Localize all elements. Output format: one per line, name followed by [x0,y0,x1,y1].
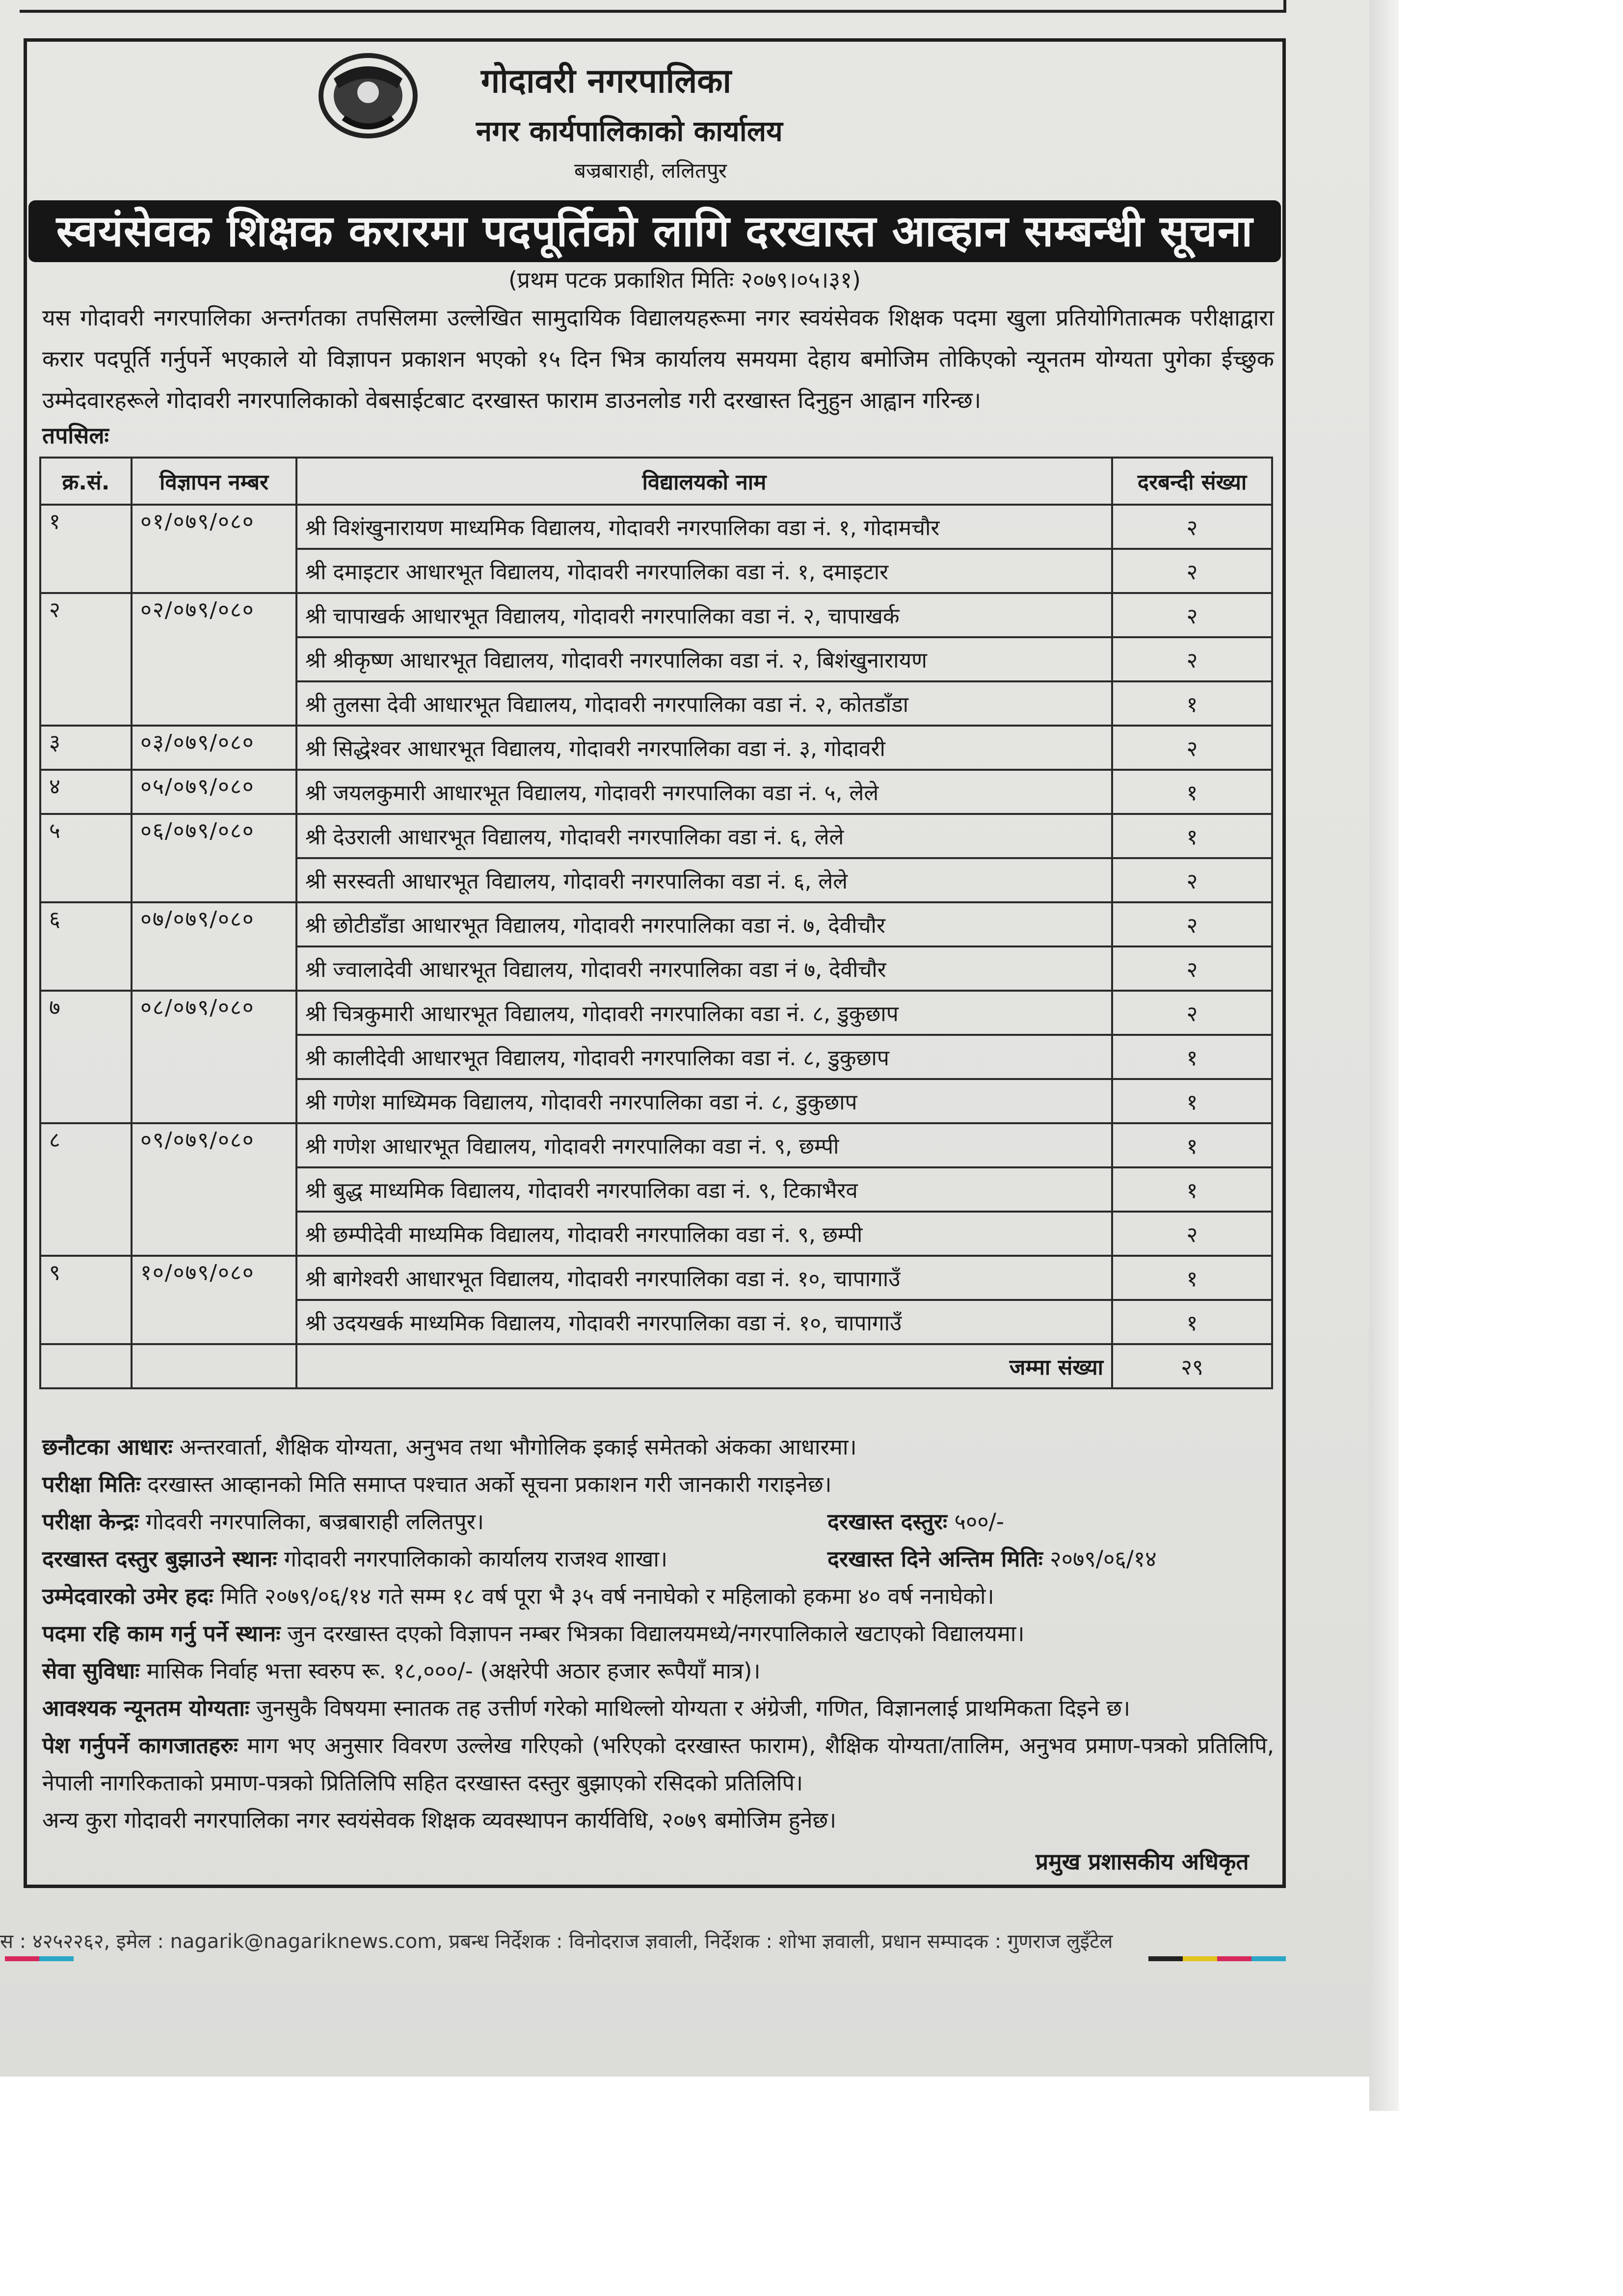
office-address: बज्रबाराही, ललितपुर [574,159,727,183]
school-name-cell: श्री छोटीडाँडा आधारभूत विद्यालय, गोदावरी नगरपालिका वडा नं. ७, देवीचौर [296,902,1112,946]
note-text: दरखास्त आव्हानको मिति समाप्त पश्चात अर्को सूचना प्रकाशन गरी जानकारी गराइनेछ। [140,1471,832,1497]
notice-title: स्वयंसेवक शिक्षक करारमा पदपूर्तिको लागि दरखास्त आव्हान सम्बन्धी सूचना [28,200,1281,262]
ad-number-cell: ०१/०७९/०८० [132,505,296,593]
print-mark [1183,1956,1217,1961]
post-count-cell: २ [1112,637,1272,681]
post-count-cell: २ [1112,593,1272,637]
school-name-cell: श्री ज्वालादेवी आधारभूत विद्यालय, गोदावरी नगरपालिका वडा नं ७, देवीचौर [296,946,1112,991]
table-row [40,991,1272,1035]
post-count-cell: १ [1112,1123,1272,1167]
school-name-cell: श्री कालीदेवी आधारभूत विद्यालय, गोदावरी नगरपालिका वडा नं. ८, डुकुछाप [296,1035,1112,1079]
school-name-cell: श्री विशंखुनारायण माध्यमिक विद्यालय, गोदावरी नगरपालिका वडा नं. १, गोदामचौर [296,505,1112,549]
table-row [40,1256,1272,1300]
serial-cell: २ [40,593,132,726]
school-name-cell: श्री छम्पीदेवी माध्यमिक विद्यालय, गोदावरी नगरपालिका वडा नं. ९, छम्पी [296,1212,1112,1256]
ad-number-cell: ०८/०७९/०८० [132,991,296,1123]
post-count-cell: १ [1112,770,1272,814]
print-mark [1148,1956,1183,1961]
total-label: जम्मा संख्या [296,1344,1112,1388]
note-exam-date [42,1466,1274,1503]
ad-number-cell: ०२/०७९/०८० [132,593,296,726]
note-text: जुन दरखास्त दएको विज्ञापन नम्बर भित्रका विद्यालयमध्ये/नगरपालिकाले खटाएको विद्यालयमा। [280,1621,1025,1647]
note-selection [42,1429,1274,1466]
note-fee [827,1503,1004,1540]
table-header-row [40,458,1272,505]
note-label: पदमा रहि काम गर्नु पर्ने स्थानः [42,1621,281,1647]
note-row [42,1503,1274,1540]
note-age-limit [42,1578,1274,1615]
school-name-cell: श्री सरस्वती आधारभूत विद्यालय, गोदावरी नगरपालिका वडा नं. ६, लेले [296,858,1112,902]
note-facility [42,1652,1274,1690]
serial-cell: ८ [40,1123,132,1256]
top-rule-corner [1283,0,1286,13]
publication-date: (प्रथम पटक प्रकाशित मितिः २०७९।०५।३१) [508,267,861,293]
note-exam-center [42,1503,827,1540]
note-label: उम्मेदवारको उमेर हदः [42,1583,213,1609]
serial-cell: ६ [40,902,132,991]
post-count-cell: २ [1112,1212,1272,1256]
header-school-name: विद्यालयको नाम [296,458,1112,505]
post-count-cell: १ [1112,681,1272,726]
municipality-name: गोदावरी नगरपालिका [481,62,732,101]
notice-notes [42,1429,1274,1839]
post-count-cell: २ [1112,946,1272,991]
school-name-cell: श्री उदयखर्क माध्यमिक विद्यालय, गोदावरी नगरपालिका वडा नं. १०, चापागाउँ [296,1300,1112,1344]
intro-paragraph: यस गोदावरी नगरपालिका अन्तर्गतका तपसिलमा उल्लेखित सामुदायिक विद्यालयहरूमा नगर स्वयंसेवक शिक्षक पदमा खुला प्रतियोगितात्मक परीक्षाद्वारा करार पदपूर्ति गर्नुपर्ने भएकाले यो विज्ञापन प्रकाशन भएको १५ दिन भित्र कार्यालय समयमा देहाय बमोजिम तोकिएको न्यूनतम योग्यता पुगेका ईच्छुक उम्मेदवारहरूले गोदावरी नगरपालिकाको वेबसाईटबाट दरखास्त फाराम डाउनलोड गरी दरखास्त दिनुहुन आह्वान गरिन्छ। [42,304,1274,413]
post-count-cell: १ [1112,1256,1272,1300]
serial-cell: ७ [40,991,132,1123]
table-row [40,770,1272,814]
post-count-cell: २ [1112,858,1272,902]
note-label: दरखास्त दस्तुर बुझाउने स्थानः [42,1546,277,1572]
school-name-cell: श्री तुलसा देवी आधारभूत विद्यालय, गोदावरी नगरपालिका वडा नं. २, कोतडाँडा [296,681,1112,726]
school-name-cell: श्री गणेश माध्यिमक विद्यालय, गोदावरी नगरपालिका वडा नं. ८, डुकुछाप [296,1079,1112,1123]
note-text: मासिक निर्वाह भत्ता स्वरुप रू. १८,०००/- (अक्षरेपी अठार हजार रूपैयाँ मात्र)। [139,1658,761,1684]
note-text: ५००/- [947,1509,1005,1535]
header-ad-number: विज्ञापन नम्बर [132,458,296,505]
signatory-title: प्रमुख प्रशासकीय अधिकृत [1036,1848,1249,1875]
serial-cell: ३ [40,726,132,770]
ad-number-cell: ०३/०७९/०८० [132,726,296,770]
total-empty-cell [132,1344,296,1388]
header-serial: क्र.सं. [40,458,132,505]
school-name-cell: श्री गणेश आधारभूत विद्यालय, गोदावरी नगरपालिका वडा नं. ९, छम्पी [296,1123,1112,1167]
table-row [40,505,1272,549]
note-text: गोदवरी नगरपालिका, बज्रबाराही ललितपुर। [138,1509,484,1535]
post-count-cell: २ [1112,726,1272,770]
serial-cell: १ [40,505,132,593]
note-deadline [827,1540,1157,1578]
post-count-cell: २ [1112,902,1272,946]
note-documents [42,1727,1274,1802]
post-count-cell: १ [1112,1300,1272,1344]
note-label: छनौटका आधारः [42,1434,173,1460]
school-name-cell: श्री चित्रकुमारी आधारभूत विद्यालय, गोदावरी नगरपालिका वडा नं. ८, डुकुछाप [296,991,1112,1035]
note-text: मिति २०७९/०६/१४ गते सम्म १८ वर्ष पूरा भै ३५ वर्ष ननाघेको र महिलाको हकमा ४० वर्ष ननाघेको। [213,1583,994,1609]
note-fee-place [42,1540,827,1578]
print-mark [1217,1956,1251,1961]
paper-edge [1369,0,1399,2111]
school-name-cell: श्री जयलकुमारी आधारभूत विद्यालय, गोदावरी नगरपालिका वडा नं. ५, लेले [296,770,1112,814]
vacancy-table [39,457,1273,1389]
post-count-cell: २ [1112,505,1272,549]
note-label: दरखास्त दस्तुरः [827,1509,948,1535]
office-name: नगर कार्यपालिकाको कार्यालय [476,114,783,148]
note-workplace [42,1615,1274,1652]
serial-cell: ४ [40,770,132,814]
post-count-cell: १ [1112,814,1272,858]
note-text: जुनसुकै विषयमा स्नातक तह उत्तीर्ण गरेको माथिल्लो योग्यता र अंग्रेजी, गणित, विज्ञानलाई प्राथमिकता दिइने छ। [249,1695,1130,1721]
serial-cell: ५ [40,814,132,902]
note-label: परीक्षा मितिः [42,1471,141,1497]
note-label: दरखास्त दिने अन्तिम मितिः [827,1546,1043,1572]
school-name-cell: श्री बागेश्वरी आधारभूत विद्यालय, गोदावरी नगरपालिका वडा नं. १०, चापागाउँ [296,1256,1112,1300]
note-qualification [42,1690,1274,1727]
note-text: २०७९/०६/१४ [1042,1546,1157,1572]
note-text: अन्तरवार्ता, शैक्षिक योग्यता, अनुभव तथा भौगोलिक इकाई समेतको अंकका आधारमा। [172,1434,857,1460]
ad-number-cell: ०७/०७९/०८० [132,902,296,991]
note-label: पेश गर्नुपर्ने कागजातहरुः [42,1732,238,1758]
newspaper-footer: स : ४२५२२६२, इमेल : nagarik@nagariknews.com, प्रबन्ध निर्देशक : विनोदराज ज्ञवाली, निर्देशक : शोभा ज्ञवाली, प्रधान सम्पादक : गुणराज लुइँटेल [0,1930,1113,1953]
note-text: गोदावरी नगरपालिकाको कार्यालय राजश्व शाखा। [277,1546,668,1572]
post-count-cell: १ [1112,1035,1272,1079]
school-name-cell: श्री सिद्धेश्वर आधारभूत विद्यालय, गोदावरी नगरपालिका वडा नं. ३, गोदावरी [296,726,1112,770]
note-other: अन्य कुरा गोदावरी नगरपालिका नगर स्वयंसेवक शिक्षक व्यवस्थापन कार्यविधि, २०७९ बमोजिम हुनेछ। [42,1807,837,1833]
ad-number-cell: १०/०७९/०८० [132,1256,296,1344]
top-rule [20,10,1286,13]
ad-number-cell: ०५/०७९/०८० [132,770,296,814]
school-name-cell: श्री देउराली आधारभूत विद्यालय, गोदावरी नगरपालिका वडा नं. ६, लेले [296,814,1112,858]
school-name-cell: श्री चापाखर्क आधारभूत विद्यालय, गोदावरी नगरपालिका वडा नं. २, चापाखर्क [296,593,1112,637]
print-mark [5,1956,39,1961]
serial-cell: ९ [40,1256,132,1344]
total-row [40,1344,1272,1388]
print-mark [39,1956,74,1961]
details-label: तपसिलः [42,422,109,449]
note-row [42,1540,1274,1578]
post-count-cell: २ [1112,549,1272,593]
table-row [40,902,1272,946]
post-count-cell: २ [1112,991,1272,1035]
government-emblem-icon [314,49,422,142]
school-name-cell: श्री श्रीकृष्ण आधारभूत विद्यालय, गोदावरी नगरपालिका वडा नं. २, बिशंखुनारायण [296,637,1112,681]
print-mark [1251,1956,1286,1961]
ad-number-cell: ०६/०७९/०८० [132,814,296,902]
school-name-cell: श्री बुद्ध माध्यमिक विद्यालय, गोदावरी नगरपालिका वडा नं. ९, टिकाभैरव [296,1167,1112,1212]
note-label: आवश्यक न्यूनतम योग्यताः [42,1695,249,1721]
header-post-count: दरबन्दी संख्या [1112,458,1272,505]
note-text: माग भए अनुसार विवरण उल्लेख गरिएको (भरिएको दरखास्त फाराम), शैक्षिक योग्यता/तालिम, अनुभव प्रमाण-पत्रको प्रतिलिपि, नेपाली नागरिकताको प्रमाण-पत्रको प्रितिलिपि सहित दरखास्त दस्तुर बुझाएको रसिदको प्रतिलिपि। [42,1732,1274,1796]
table-body [40,505,1272,1344]
table-row [40,593,1272,637]
post-count-cell: १ [1112,1167,1272,1212]
table-row [40,814,1272,858]
total-empty-cell [40,1344,132,1388]
table-row [40,726,1272,770]
note-label: परीक्षा केन्द्रः [42,1509,139,1535]
ad-number-cell: ०९/०७९/०८० [132,1123,296,1256]
total-value: २९ [1112,1344,1272,1388]
table-row [40,1123,1272,1167]
school-name-cell: श्री दमाइटार आधारभूत विद्यालय, गोदावरी नगरपालिका वडा नं. १, दमाइटार [296,549,1112,593]
note-label: सेवा सुविधाः [42,1658,140,1684]
post-count-cell: १ [1112,1079,1272,1123]
